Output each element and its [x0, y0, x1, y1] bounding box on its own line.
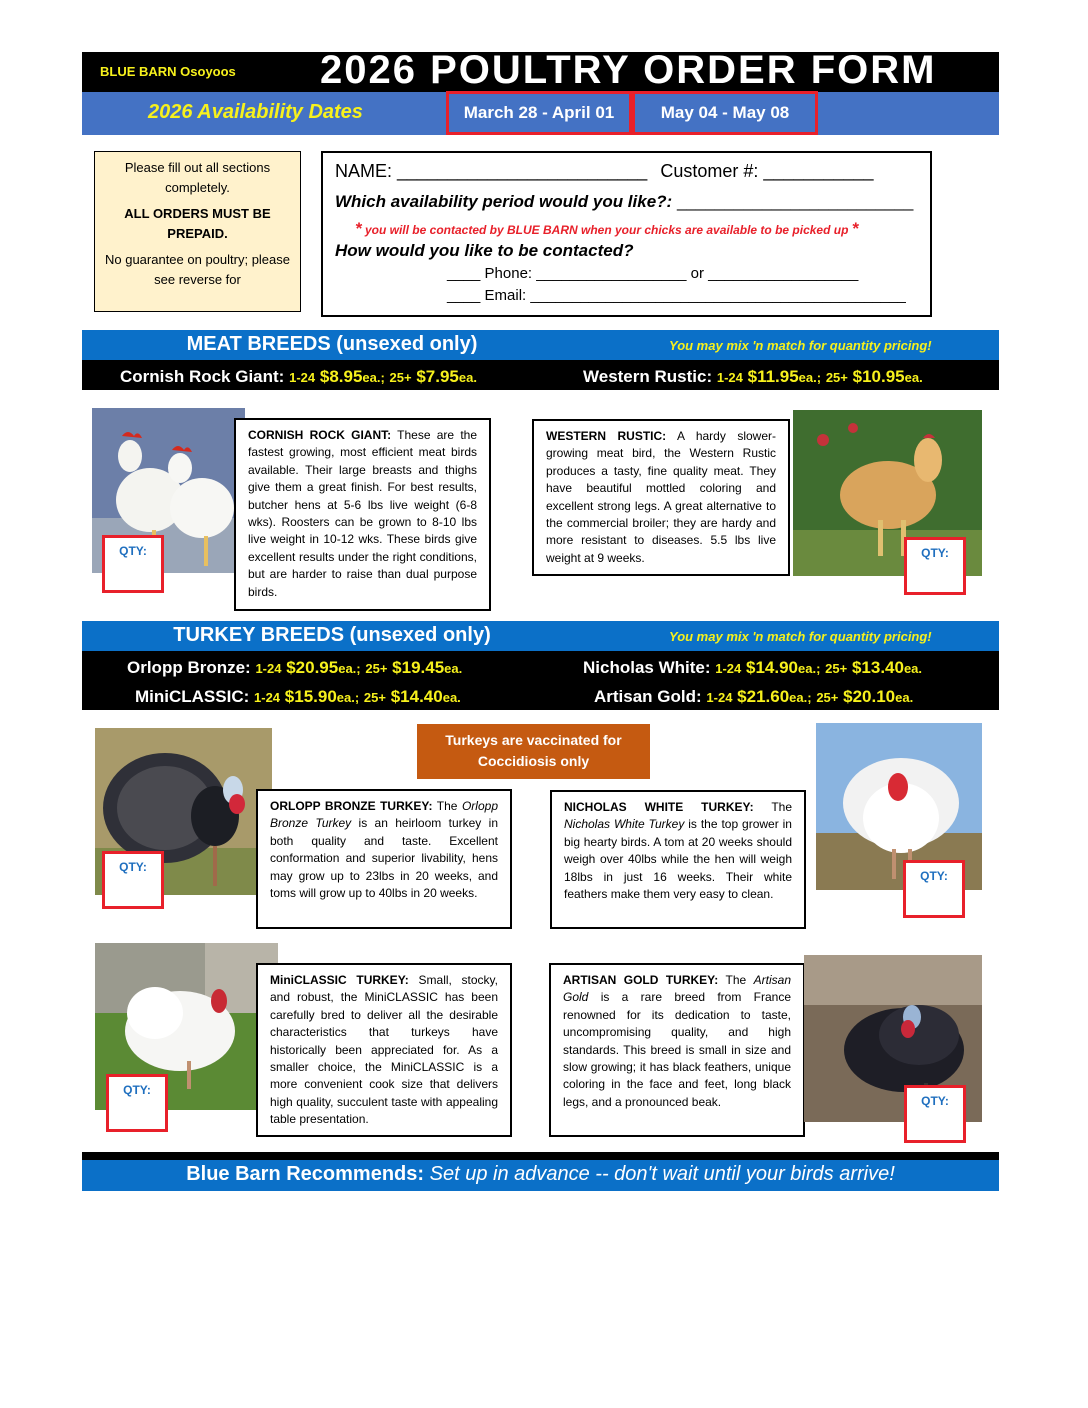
name-field[interactable]: _________________________: [397, 161, 648, 181]
price-value: $21.60: [737, 687, 790, 706]
price-value: $7.95: [416, 367, 459, 386]
price-name: Cornish Rock Giant:: [120, 367, 285, 386]
phone-checkbox[interactable]: ____: [447, 265, 481, 282]
nicholas-description: [550, 790, 806, 929]
price-unit: ea.: [904, 370, 923, 385]
price-tier: 1-24: [289, 370, 316, 385]
period-row: [335, 192, 913, 212]
turkey-section-title: TURKEY BREEDS (unsexed only): [173, 624, 491, 646]
price-western: [583, 367, 923, 387]
phone-row: [447, 265, 858, 282]
contact-note-text: you will be contacted by BLUE BARN when your chicks are available to be picked up: [364, 223, 849, 237]
price-tier: 1-24: [716, 370, 743, 385]
customer-number-field[interactable]: ___________: [763, 161, 874, 181]
price-tier: 1-24: [254, 690, 281, 705]
orlopp-italic-name: Orlopp Bronze Turkey: [270, 799, 498, 831]
price-unit: ea.;: [798, 370, 822, 385]
price-unit: ea.;: [789, 690, 812, 705]
customer-form: [321, 151, 932, 317]
nicholas-lead: The: [771, 800, 792, 814]
western-description: [532, 419, 790, 576]
price-tier: 25+: [825, 661, 848, 676]
phone-field[interactable]: __________________: [536, 265, 687, 282]
price-unit: ea.;: [336, 690, 360, 705]
cornish-heading: CORNISH ROCK GIANT:: [248, 428, 392, 442]
availability-label: 2026 Availability Dates: [148, 101, 363, 123]
price-value: $20.10: [843, 687, 896, 706]
qty-box-cornish[interactable]: QTY:: [102, 535, 164, 593]
price-orlopp: [127, 658, 462, 678]
period-field[interactable]: _________________________: [676, 192, 914, 211]
cornish-description: [234, 418, 491, 611]
price-nicholas: [583, 658, 922, 678]
price-name: Orlopp Bronze:: [127, 658, 251, 677]
orlopp-description: [256, 789, 512, 929]
price-unit: ea.: [458, 370, 477, 385]
price-value: $14.90: [746, 658, 799, 677]
price-name: Western Rustic:: [583, 367, 713, 386]
phone-label: Phone:: [484, 265, 533, 282]
artisan-heading: ARTISAN GOLD TURKEY:: [563, 973, 719, 987]
price-unit: ea.: [895, 690, 914, 705]
price-value: $10.95: [852, 367, 905, 386]
price-tier: 25+: [825, 370, 848, 385]
orlopp-text: is an heirloom turkey in both quality and taste. Excellent conformation and superior livability, hens may grow up to 23lbs in 20 weeks, and toms will grow up to 40lbs in 20 weeks.: [270, 816, 499, 901]
note-prepaid: ALL ORDERS MUST BE PREPAID.: [124, 206, 271, 241]
date-option-1[interactable]: March 28 - April 01: [446, 91, 632, 135]
footer-lead: Blue Barn Recommends:: [186, 1163, 425, 1185]
price-unit: ea.;: [338, 661, 361, 676]
price-tier: 1-24: [715, 661, 742, 676]
price-cornish: [120, 367, 477, 387]
instructions-note: [94, 151, 301, 312]
price-name: Artisan Gold:: [594, 687, 702, 706]
artisan-italic-name: Artisan Gold: [563, 973, 791, 1005]
date-option-2[interactable]: May 04 - May 08: [632, 91, 818, 135]
footer-text: Set up in advance -- don't wait until your birds arrive!: [429, 1163, 895, 1185]
period-question: Which availability period would you like?:: [335, 192, 673, 211]
qty-box-artisan[interactable]: QTY:: [904, 1085, 966, 1143]
contact-note: * you will be contacted by BLUE BARN when your chicks are available to be picked up *: [355, 219, 859, 238]
artisan-lead: The: [725, 973, 747, 987]
email-field[interactable]: _____________________________________________: [530, 287, 906, 304]
nicholas-italic-name: Nicholas White Turkey: [564, 817, 685, 832]
qty-box-miniclassic[interactable]: QTY:: [106, 1074, 168, 1132]
price-miniclassic: [135, 687, 461, 707]
nicholas-text: is the top grower in big hearty birds. A tom at 20 weeks should weigh over 40lbs while the hen will weigh 18lbs in just 16 weeks. Their white feathers make them very easy to clean.: [564, 817, 792, 902]
price-value: $13.40: [851, 658, 904, 677]
price-tier: 25+: [363, 690, 386, 705]
price-unit: ea.: [442, 690, 461, 705]
price-tier: 1-24: [255, 661, 282, 676]
price-value: $11.95: [747, 367, 799, 386]
email-label: Email:: [484, 287, 527, 304]
price-tier: 25+: [389, 370, 412, 385]
or-label: or: [690, 265, 704, 282]
miniclassic-heading: MiniCLASSIC TURKEY:: [270, 973, 409, 987]
footer-recommendation: [82, 1163, 999, 1186]
miniclassic-description: [256, 963, 512, 1137]
price-unit: ea.: [444, 661, 463, 676]
price-value: $8.95: [319, 367, 363, 386]
customer-label: Customer #:: [660, 161, 759, 181]
price-value: $15.90: [284, 687, 337, 706]
name-label: NAME:: [335, 161, 393, 181]
price-value: $14.40: [390, 687, 443, 706]
price-unit: ea.: [903, 661, 923, 676]
orlopp-heading: ORLOPP BRONZE TURKEY:: [270, 799, 433, 813]
western-heading: WESTERN RUSTIC:: [546, 429, 667, 443]
price-value: $19.45: [392, 658, 445, 677]
orlopp-lead: The: [436, 799, 458, 813]
price-unit: ea.;: [362, 370, 385, 385]
note-guarantee: No guarantee on poultry; please see reverse for: [104, 252, 290, 287]
store-name: BLUE BARN Osoyoos: [100, 64, 236, 79]
qty-box-western[interactable]: QTY:: [904, 537, 966, 595]
meat-mix-note: You may mix 'n match for quantity pricing!: [669, 338, 932, 353]
artisan-description: [549, 963, 805, 1137]
cornish-text: These are the fastest growing, most efficient meat birds available. Their large breasts and thighs give them a great finish. For best results, butcher hens at 5-6 lbs live weight (6-8 wks). Roosters can be grown to 8-10 lbs live weight in 10-12 wks. These birds give excellent results under the right conditions, but are harder to raise than dual purpose birds.: [248, 428, 477, 599]
email-row: [447, 287, 906, 304]
qty-box-orlopp[interactable]: QTY:: [102, 851, 164, 909]
price-value: $20.95: [286, 658, 339, 677]
price-name: MiniCLASSIC:: [135, 687, 250, 706]
nicholas-heading: NICHOLAS WHITE TURKEY:: [564, 800, 754, 814]
miniclassic-text: Small, stocky, and robust, the MiniCLASSIC has been carefully bred to deliver all the desirable characteristics that turkeys have historically been appreciated for. As a smaller choice, the MiniCLASSIC is a more convenient cook size that delivers high quality, succulent taste with appealing table presentation.: [270, 973, 498, 1127]
price-tier: 25+: [365, 661, 388, 676]
page-title: 2026 POULTRY ORDER FORM: [320, 48, 937, 92]
qty-box-nicholas[interactable]: QTY:: [903, 860, 965, 918]
turkey-mix-note: You may mix 'n match for quantity pricing!: [669, 629, 932, 644]
email-checkbox[interactable]: ____: [447, 287, 481, 304]
contact-question: How would you like to be contacted?: [335, 241, 634, 260]
meat-section-title: MEAT BREEDS (unsexed only): [186, 333, 478, 355]
price-tier: 25+: [816, 690, 839, 705]
name-row: [335, 161, 874, 182]
western-text: A hardy slower-growing meat bird, the Western Rustic produces a tasty, fine quality meat. They have beautiful mottled coloring and excellent strong legs. A great alternative to the commercial broiler; they are hardy and more resistant to diseases. 5.5 lbs live weight at 9 weeks.: [546, 429, 776, 565]
artisan-text: is a rare breed from France renowned for its dedication to taste, uncompromising quality, and high standards. This breed is small in size and slow growing; it has black feathers, unique coloring in the face and feet, long black legs, and a pronounced beak.: [563, 990, 791, 1109]
vaccination-note: Turkeys are vaccinated for Coccidiosis only: [417, 724, 650, 779]
price-tier: 1-24: [706, 690, 733, 705]
phone-alt-field[interactable]: __________________: [708, 265, 859, 282]
price-name: Nicholas White:: [583, 658, 711, 677]
note-fill-out: Please fill out all sections completely.: [124, 160, 271, 195]
price-unit: ea.;: [798, 661, 821, 676]
price-artisan: [594, 687, 913, 707]
